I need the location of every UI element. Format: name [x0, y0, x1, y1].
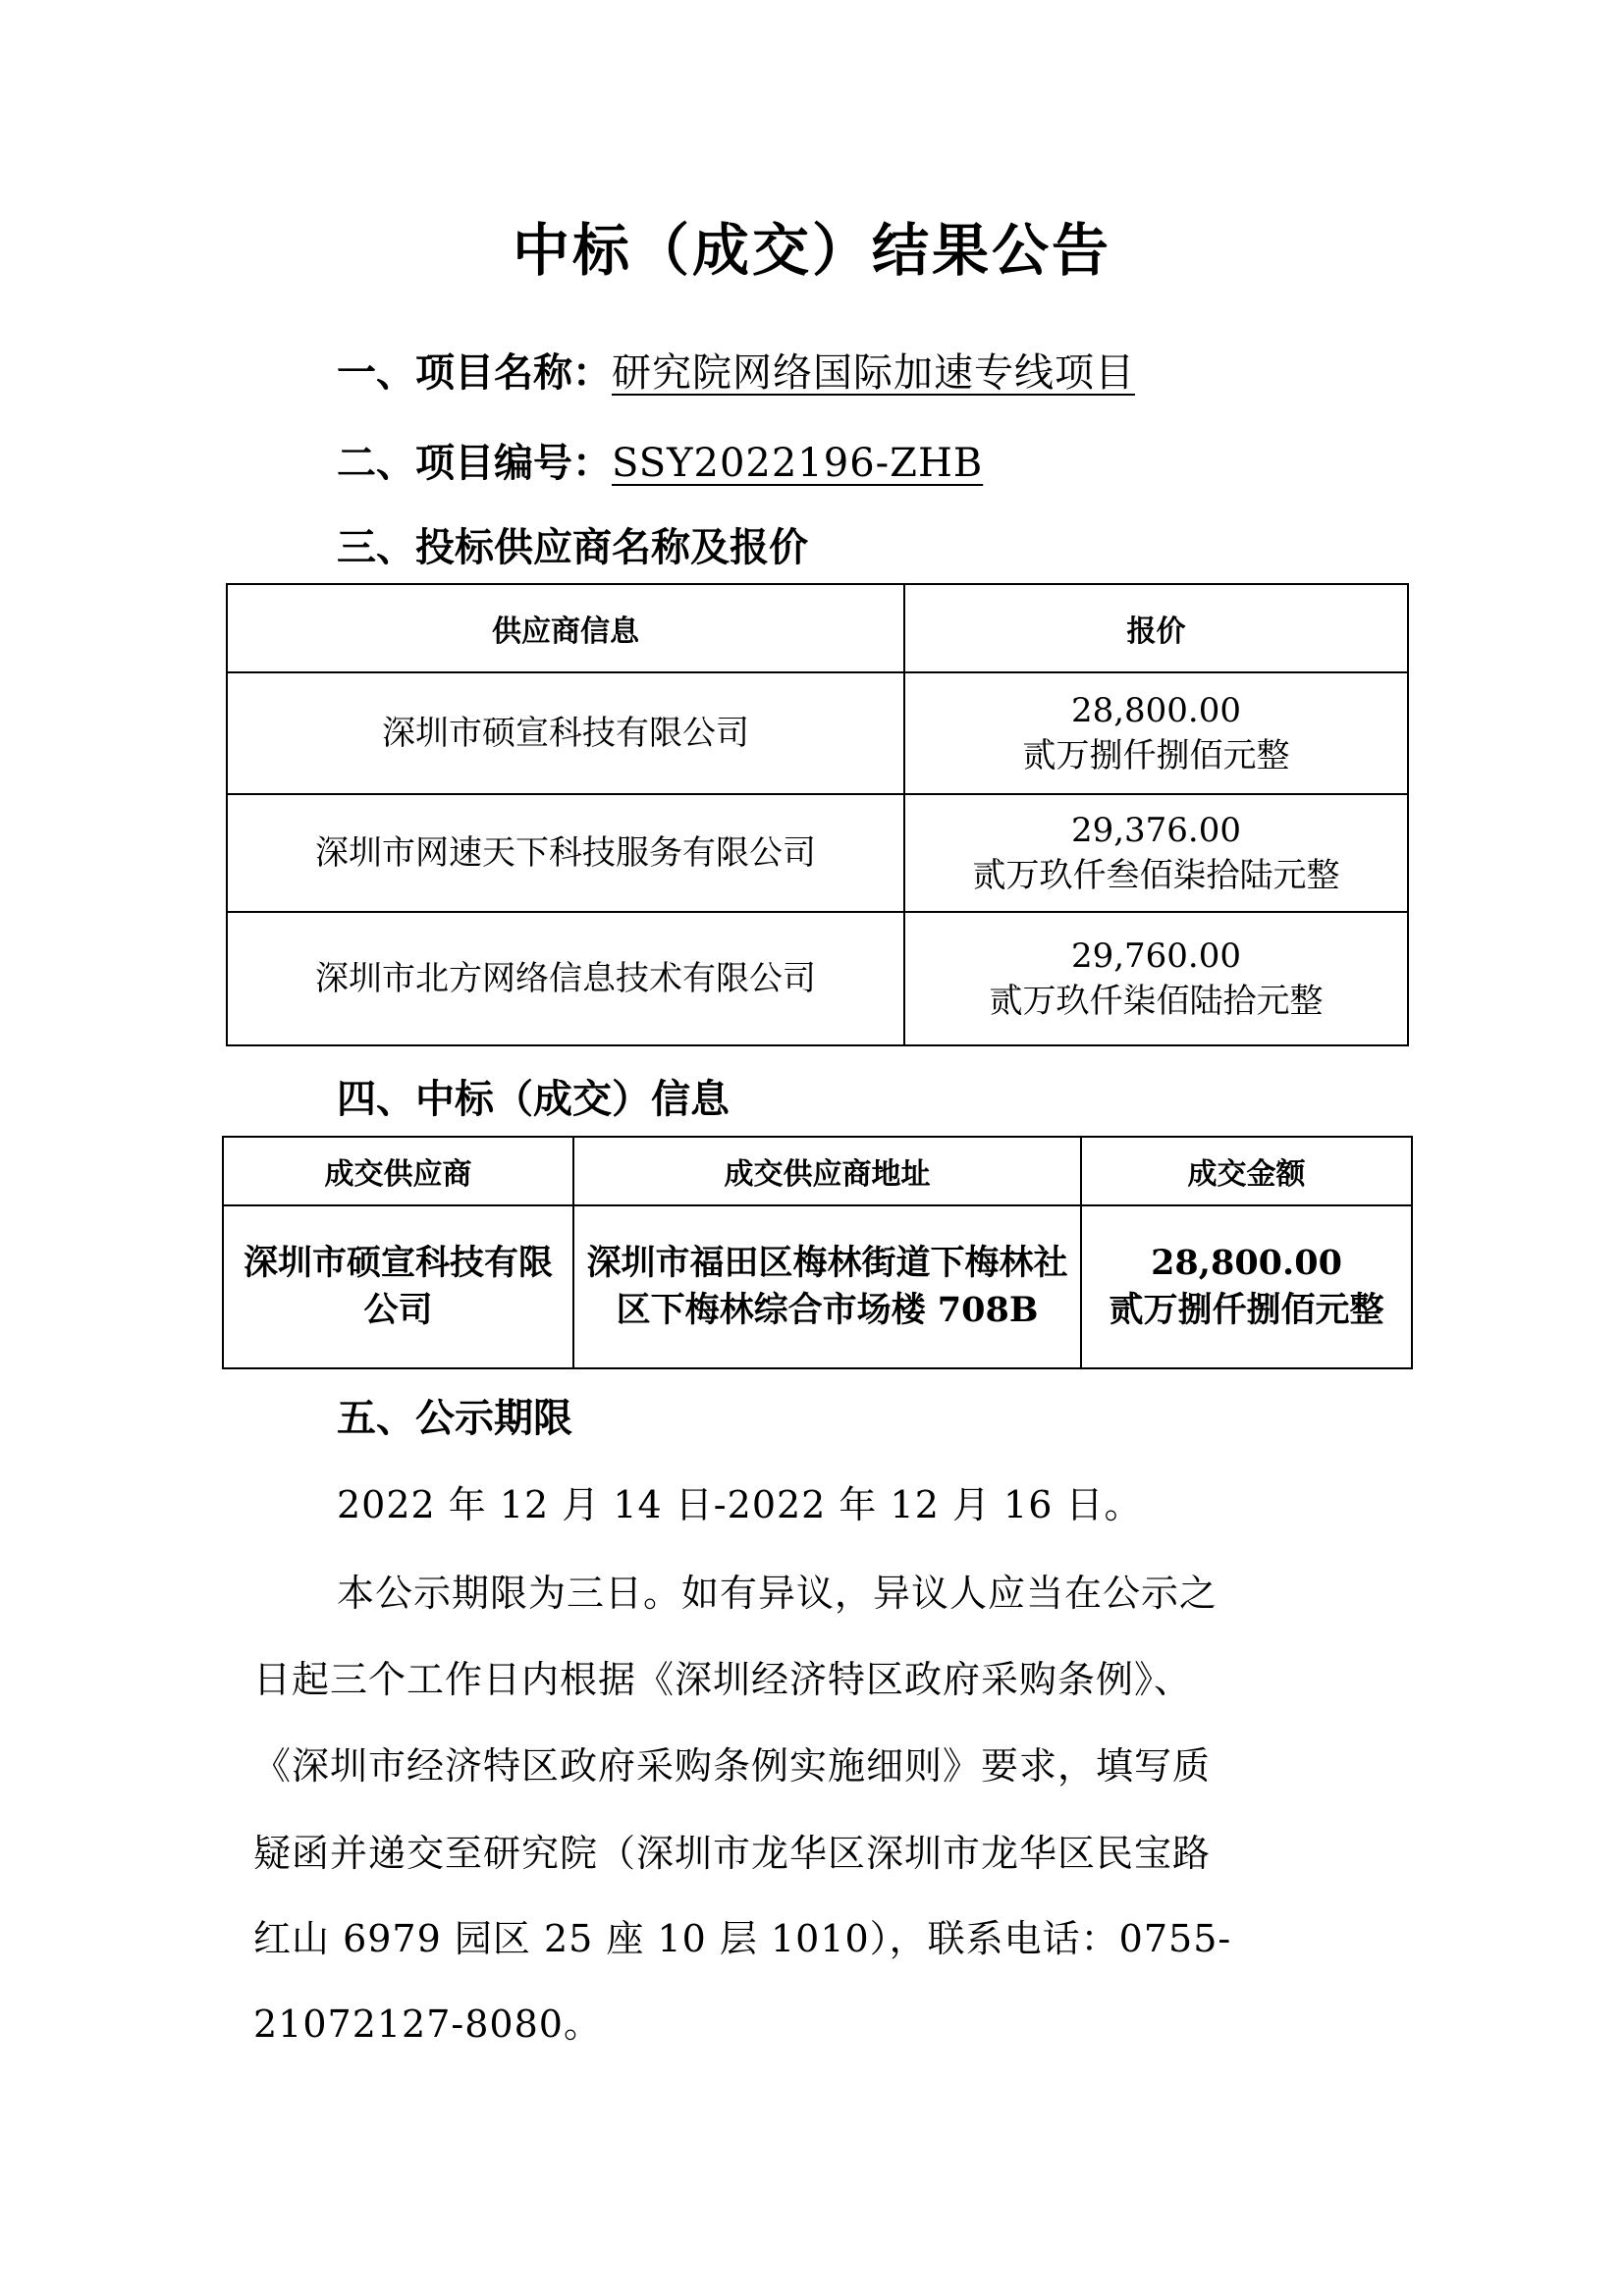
notice-line: 本公示期限为三日。如有异议，异议人应当在公示之 — [337, 1572, 1218, 1615]
bid-amount: 29,760.00 — [1070, 936, 1242, 976]
section4-heading: 四、中标（成交）信息 — [337, 1077, 730, 1122]
bid-supplier: 深圳市北方网络信息技术有限公司 — [227, 912, 904, 1045]
bid-header-supplier: 供应商信息 — [227, 584, 904, 672]
notice-line: 日起三个工作日内根据《深圳经济特区政府采购条例》、 — [253, 1658, 1193, 1701]
award-table-header — [223, 1137, 1412, 1205]
project-name-value: 研究院网络国际加速专线项目 — [612, 350, 1135, 396]
bid-price — [904, 672, 1408, 794]
bid-price — [904, 794, 1408, 912]
award-amount: 28,800.00 — [1151, 1243, 1342, 1283]
table-row — [227, 672, 1408, 794]
bid-table — [226, 583, 1409, 1046]
award-amount-cell — [1081, 1205, 1412, 1368]
project-name-label: 一、项目名称： — [337, 350, 612, 396]
award-header-amount: 成交金额 — [1081, 1137, 1412, 1205]
bid-amount-words: 贰万玖仟叁佰柒拾陆元整 — [972, 856, 1340, 895]
table-row — [227, 794, 1408, 912]
table-row — [227, 912, 1408, 1045]
award-table — [222, 1136, 1413, 1369]
project-name-line — [337, 342, 1135, 398]
notice-line: 疑函并递交至研究院（深圳市龙华区深圳市龙华区民宝路 — [253, 1832, 1212, 1875]
project-number-line — [337, 432, 983, 488]
page-title: 中标（成交）结果公告 — [512, 217, 1111, 284]
section5-heading: 五、公示期限 — [337, 1396, 572, 1441]
notice-line: 《深圳市经济特区政府采购条例实施细则》要求，填写质 — [253, 1744, 1212, 1788]
table-row — [223, 1205, 1412, 1368]
notice-period: 2022 年 12 月 14 日-2022 年 12 月 16 日。 — [337, 1483, 1143, 1526]
bid-table-header — [227, 584, 1408, 672]
award-header-address: 成交供应商地址 — [573, 1137, 1081, 1205]
notice-line: 21072127-8080。 — [253, 2002, 602, 2046]
bid-header-price: 报价 — [904, 584, 1408, 672]
project-number-label: 二、项目编号： — [337, 441, 612, 486]
bid-amount: 29,376.00 — [1070, 811, 1242, 850]
bid-supplier: 深圳市网速天下科技服务有限公司 — [227, 794, 904, 912]
notice-line: 红山 6979 园区 25 座 10 层 1010），联系电话：0755- — [253, 1917, 1232, 1960]
award-address: 深圳市福田区梅林街道下梅林社区下梅林综合市场楼 708B — [573, 1205, 1081, 1368]
bid-supplier: 深圳市硕宣科技有限公司 — [227, 672, 904, 794]
bid-amount-words: 贰万捌仟捌佰元整 — [1022, 736, 1290, 775]
section3-heading: 三、投标供应商名称及报价 — [337, 525, 808, 570]
bid-amount: 28,800.00 — [1070, 691, 1242, 730]
award-header-supplier: 成交供应商 — [223, 1137, 573, 1205]
award-supplier: 深圳市硕宣科技有限公司 — [223, 1205, 573, 1368]
bid-amount-words: 贰万玖仟柒佰陆拾元整 — [989, 982, 1324, 1021]
project-number-value: SSY2022196-ZHB — [612, 441, 984, 486]
award-amount-words: 贰万捌仟捌佰元整 — [1109, 1290, 1384, 1330]
bid-price — [904, 912, 1408, 1045]
